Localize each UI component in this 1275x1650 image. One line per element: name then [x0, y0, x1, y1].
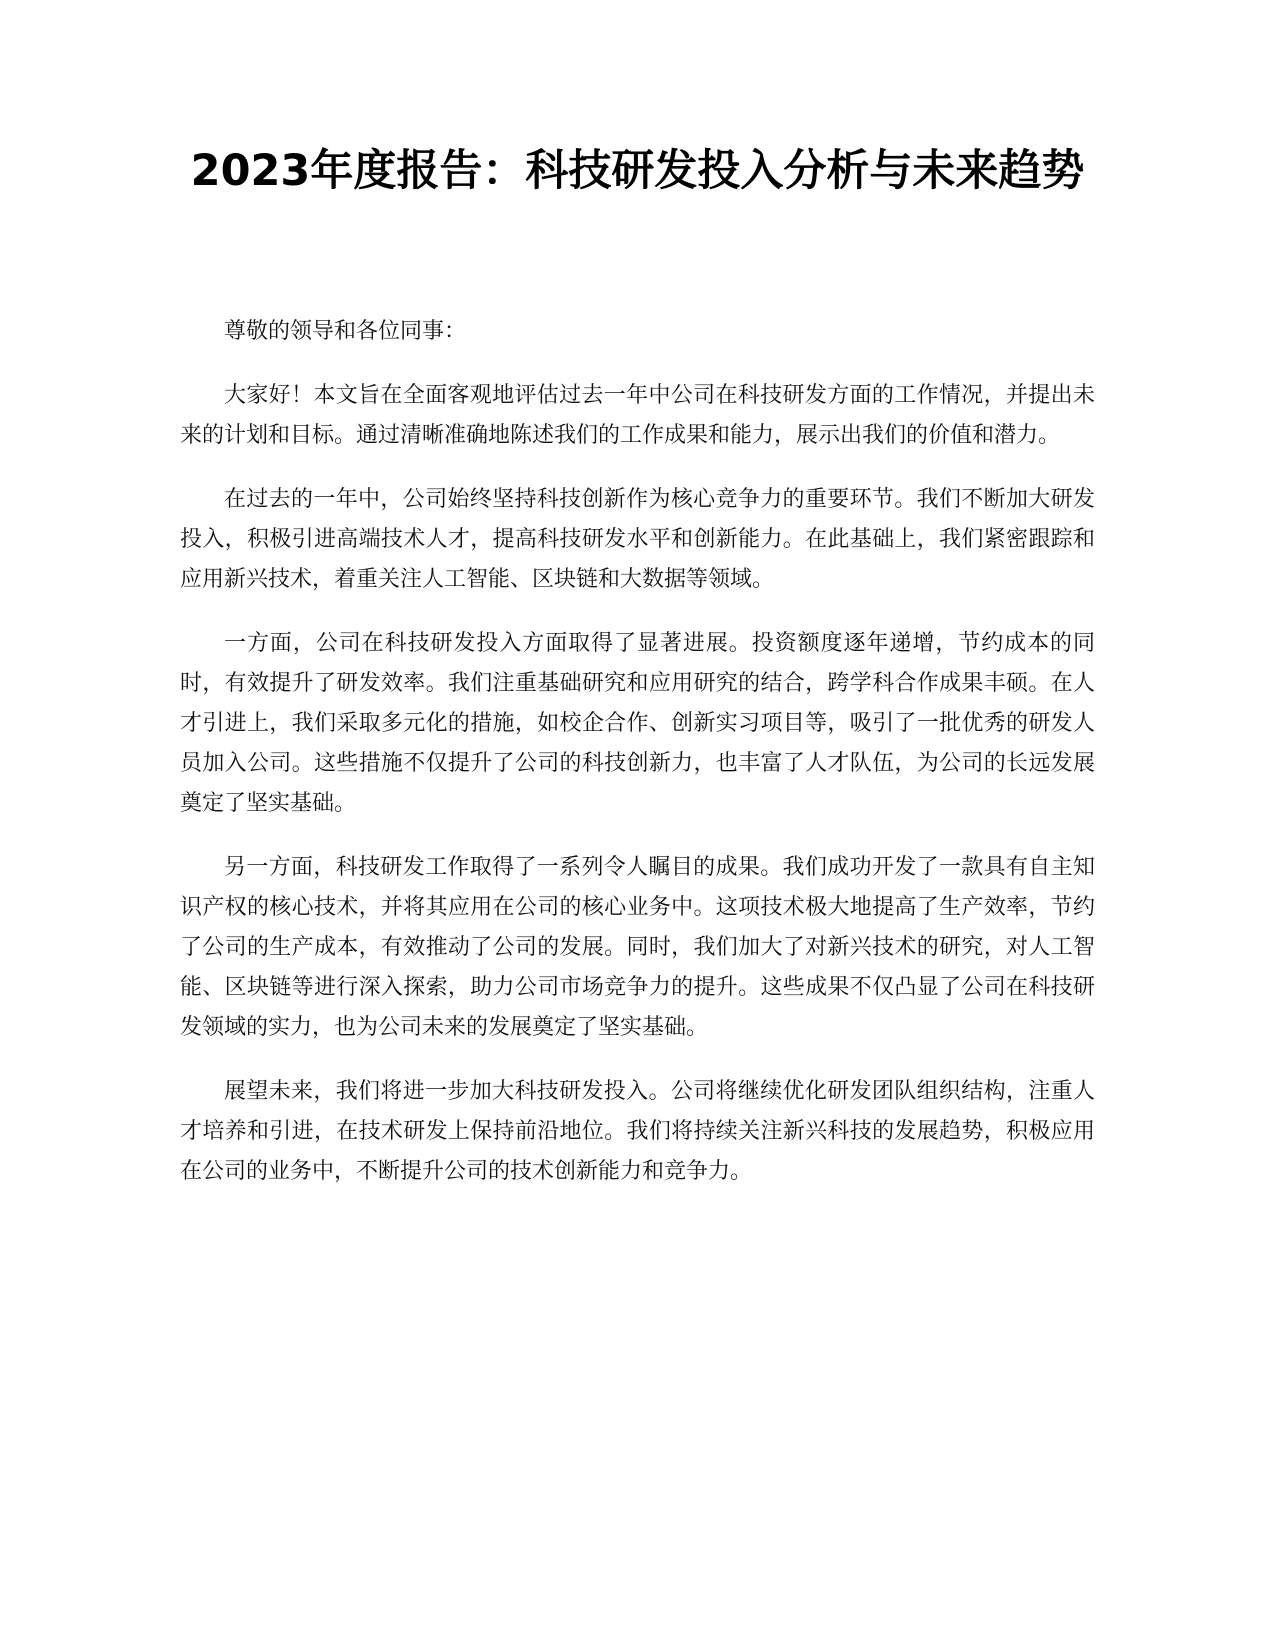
paragraph-future-outlook: 展望未来，我们将进一步加大科技研发投入。公司将继续优化研发团队组织结构，注重人才培养和引进，在技术研发上保持前沿地位。我们将持续关注新兴科技的发展趋势，积极应用在公司的业务中，不断提升公司的技术创新能力和竞争力。 [180, 1079, 1095, 1184]
document-body [180, 312, 1095, 1216]
document-title: 2023年度报告：科技研发投入分析与未来趋势 [190, 146, 1085, 196]
paragraph-past-year: 在过去的一年中，公司始终坚持科技创新作为核心竞争力的重要环节。我们不断加大研发投入，积极引进高端技术人才，提高科技研发水平和创新能力。在此基础上，我们紧密跟踪和应用新兴技术，着重关注人工智能、区块链和大数据等领域。 [180, 487, 1095, 592]
paragraph-investment-progress: 一方面，公司在科技研发投入方面取得了显著进展。投资额度逐年递增，节约成本的同时，有效提升了研发效率。我们注重基础研究和应用研究的结合，跨学科合作成果丰硕。在人才引进上，我们采取多元化的措施，如校企合作、创新实习项目等，吸引了一批优秀的研发人员加入公司。这些措施不仅提升了公司的科技创新力，也丰富了人才队伍，为公司的长远发展奠定了坚实基础。 [180, 631, 1095, 816]
paragraph-achievements: 另一方面，科技研发工作取得了一系列令人瞩目的成果。我们成功开发了一款具有自主知识产权的核心技术，并将其应用在公司的核心业务中。这项技术极大地提高了生产效率，节约了公司的生产成本，有效推动了公司的发展。同时，我们加大了对新兴技术的研究，对人工智能、区块链等进行深入探索，助力公司市场竞争力的提升。这些成果不仅凸显了公司在科技研发领域的实力，也为公司未来的发展奠定了坚实基础。 [180, 855, 1095, 1040]
paragraph-intro: 大家好！本文旨在全面客观地评估过去一年中公司在科技研发方面的工作情况，并提出未来的计划和目标。通过清晰准确地陈述我们的工作成果和能力，展示出我们的价值和潜力。 [180, 383, 1095, 448]
salutation: 尊敬的领导和各位同事： [224, 319, 467, 344]
